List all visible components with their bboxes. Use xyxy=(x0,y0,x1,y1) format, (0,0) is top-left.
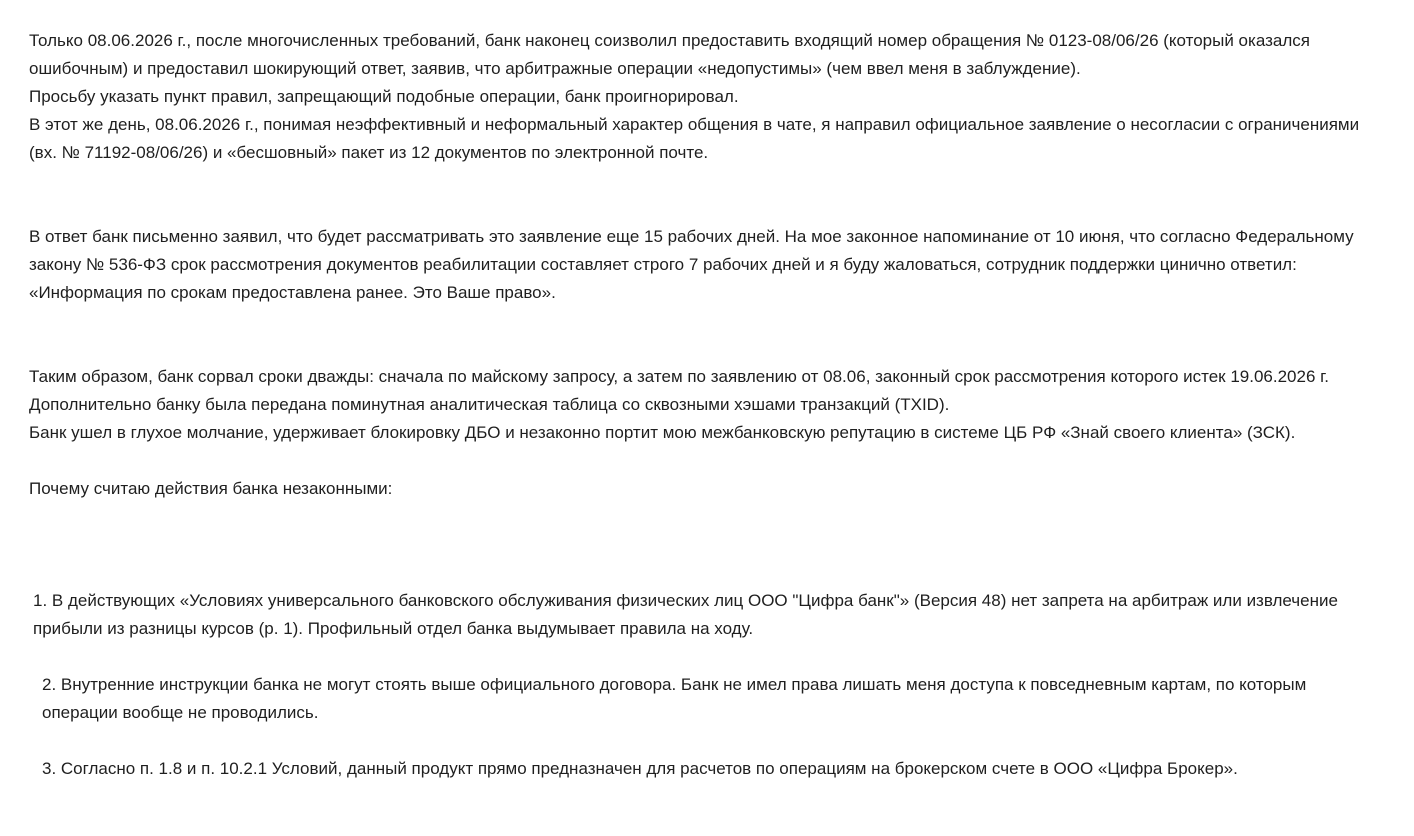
spacer xyxy=(29,447,1369,475)
list-item: 2. Внутренние инструкции банка не могут стоять выше официального договора. Банк не имел права лишать меня доступа к повседневным картам, по которым операции вообще не проводились. xyxy=(42,675,1307,722)
spacer xyxy=(29,503,1369,587)
paragraph-response-date xyxy=(29,27,1369,167)
list-item: 1. В действующих «Условиях универсального банковского обслуживания физических лиц ООО "Цифра банк"» (Версия 48) нет запрета на арбитраж или извлечение прибыли из разницы курсов (р. 1). Профильный отдел банка выдумывает правила на ходу. xyxy=(33,591,1338,638)
document-body xyxy=(29,27,1369,783)
paragraph-bank-reply: В ответ банк письменно заявил, что будет рассматривать это заявление еще 15 рабочих дней. На мое законное напоминание от 10 июня, что согласно Федеральному закону № 536-ФЗ срок рассмотрения документов реабилитации составляет строго 7 рабочих дней и я буду жаловаться, сотрудник поддержки цинично ответил: «Информация по срокам предоставлена ранее. Это Ваше право». xyxy=(29,227,1354,302)
text-line: Просьбу указать пункт правил, запрещающий подобные операции, банк проигнорировал. xyxy=(29,87,739,106)
text-line: Банк ушел в глухое молчание, удерживает блокировку ДБО и незаконно портит мою межбанковскую репутацию в системе ЦБ РФ «Знай своего клиента» (ЗСК). xyxy=(29,423,1296,442)
text-line: В этот же день, 08.06.2026 г., понимая неэффективный и неформальный характер общения в чате, я направил официальное заявление о несогласии с ограничениями (вх. № 71192-08/06/26) и «бесшовный» пакет из 12 документов по электронной почте. xyxy=(29,115,1360,162)
section-heading: Почему считаю действия банка незаконными: xyxy=(29,479,393,498)
spacer xyxy=(29,167,1369,223)
paragraph-deadlines xyxy=(29,363,1369,447)
spacer xyxy=(29,727,1369,755)
text-line: Таким образом, банк сорвал сроки дважды: сначала по майскому запросу, а затем по заявлению от 08.06, законный срок рассмотрения которого истек 19.06.2026 г. Дополнительно банку была передана поминутная аналитическая таблица со сквозными хэшами транзакций (TXID). xyxy=(29,367,1329,414)
spacer xyxy=(29,643,1369,671)
list-item: 3. Согласно п. 1.8 и п. 10.2.1 Условий, данный продукт прямо предназначен для расчетов по операциям на брокерском счете в ООО «Цифра Брокер». xyxy=(42,759,1238,778)
text-line: Только 08.06.2026 г., после многочисленных требований, банк наконец соизволил предоставить входящий номер обращения № 0123-08/06/26 (который оказался ошибочным) и предоставил шокирующий ответ, заявив, что арбитражные операции «недопустимы» (чем ввел меня в заблуждение). xyxy=(29,31,1310,78)
spacer xyxy=(29,307,1369,363)
